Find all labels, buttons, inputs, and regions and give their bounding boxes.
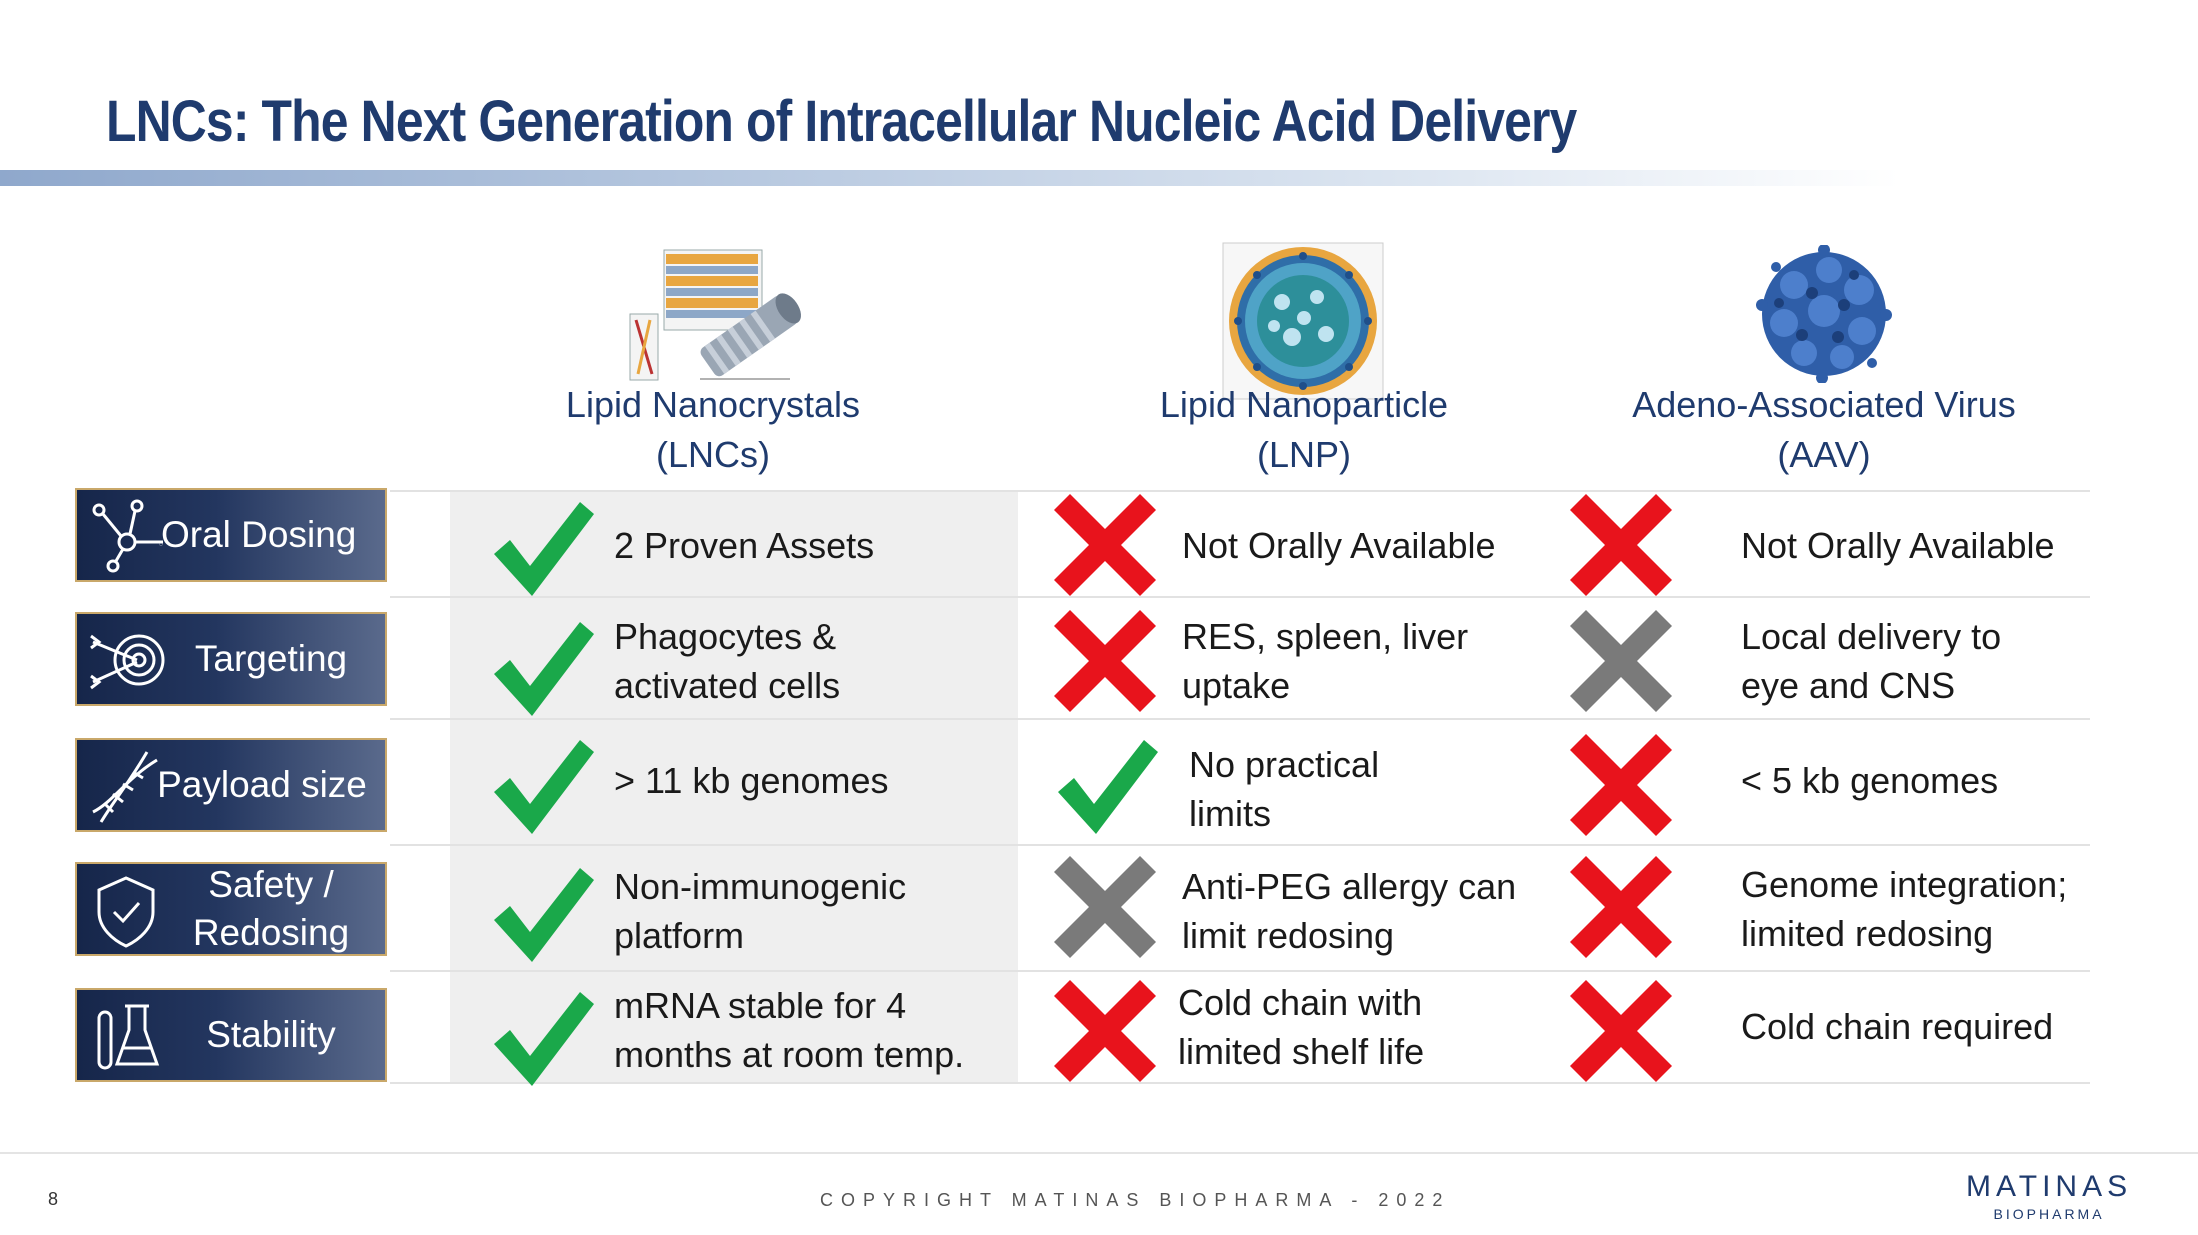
shield-check-icon <box>87 870 165 950</box>
check-mark-icon <box>488 730 598 840</box>
lab-flask-icon <box>87 996 165 1076</box>
column-header-line1: Adeno-Associated Virus <box>1632 384 2016 425</box>
cell-lnc-oral-dosing: 2 Proven Assets <box>614 525 875 566</box>
column-header-line2: (LNP) <box>1256 434 1351 475</box>
cell-aav-safety: Genome integration; limited redosing <box>1741 864 2068 954</box>
row-divider <box>390 490 2090 492</box>
aav-capsid-illustration <box>1754 245 1894 383</box>
column-header-line1: Lipid Nanoparticle <box>1159 384 1449 425</box>
cross-mark-icon <box>1050 976 1160 1086</box>
row-divider <box>390 596 2090 598</box>
row-label-text: Stability <box>206 1014 336 1055</box>
row-label-payload-size <box>75 738 387 832</box>
check-mark-icon <box>488 982 598 1092</box>
cell-lnc-targeting: Phagocytes & activated cells <box>614 616 841 706</box>
cross-mark-icon <box>1566 852 1676 962</box>
column-header-lnc <box>453 380 973 480</box>
check-mark-icon <box>1052 730 1162 840</box>
row-label-text: Safety / Redosing <box>192 864 350 953</box>
check-mark-icon <box>488 612 598 722</box>
row-label-safety-redosing <box>75 862 387 956</box>
row-label-text: Targeting <box>194 638 348 679</box>
row-label-targeting <box>75 612 387 706</box>
cell-lnp-payload-size: No practical limits <box>1189 744 1380 834</box>
cell-lnp-oral-dosing: Not Orally Available <box>1182 525 1496 566</box>
footer-divider <box>0 1152 2198 1154</box>
cell-lnc-safety: Non-immunogenic platform <box>614 866 907 956</box>
neutral-cross-icon <box>1566 606 1676 716</box>
column-header-line1: Lipid Nanocrystals <box>565 384 861 425</box>
lipid-nanocrystal-diagram <box>620 244 810 394</box>
cell-aav-oral-dosing: Not Orally Available <box>1741 525 2055 566</box>
title-underline <box>0 170 1900 186</box>
row-divider <box>390 1082 2090 1084</box>
column-header-line2: (LNCs) <box>656 434 770 475</box>
cross-mark-icon <box>1050 606 1160 716</box>
cross-mark-icon <box>1566 730 1676 840</box>
row-divider <box>390 718 2090 720</box>
copyright-text: COPYRIGHT MATINAS BIOPHARMA - 2022 <box>820 1190 1451 1210</box>
column-header-aav <box>1564 380 2084 480</box>
slide-title: LNCs: The Next Generation of Intracellular Nucleic Acid Delivery <box>106 89 1577 154</box>
row-divider <box>390 970 2090 972</box>
cell-aav-payload-size: < 5 kb genomes <box>1741 760 1999 801</box>
cross-mark-icon <box>1050 490 1160 600</box>
row-divider <box>390 844 2090 846</box>
logo-name: MATINAS <box>1966 1170 2133 1203</box>
cell-lnp-safety: Anti-PEG allergy can limit redosing <box>1182 866 1517 956</box>
row-label-oral-dosing <box>75 488 387 582</box>
page-number: 8 <box>48 1189 59 1209</box>
cross-mark-icon <box>1566 976 1676 1086</box>
cell-aav-stability: Cold chain required <box>1741 1006 2054 1047</box>
cell-lnp-targeting: RES, spleen, liver uptake <box>1182 616 1469 706</box>
row-label-stability <box>75 988 387 1082</box>
column-header-lnp <box>1044 380 1564 480</box>
target-arrows-icon <box>87 620 165 700</box>
cell-lnc-stability: mRNA stable for 4 months at room temp. <box>614 985 965 1075</box>
matinas-logo <box>1966 1170 2132 1222</box>
cell-aav-targeting: Local delivery to eye and CNS <box>1741 616 2002 706</box>
lipid-nanoparticle-illustration <box>1222 242 1384 400</box>
row-label-text: Oral Dosing <box>161 514 357 555</box>
neutral-cross-icon <box>1050 852 1160 962</box>
cross-mark-icon <box>1566 490 1676 600</box>
check-mark-icon <box>488 858 598 968</box>
row-label-text: Payload size <box>157 764 367 805</box>
logo-sub: BIOPHARMA <box>1993 1206 2105 1222</box>
column-header-line2: (AAV) <box>1777 434 1871 475</box>
cell-lnc-payload-size: > 11 kb genomes <box>614 760 889 801</box>
cell-lnp-stability: Cold chain with limited shelf life <box>1178 982 1425 1072</box>
check-mark-icon <box>488 492 598 602</box>
